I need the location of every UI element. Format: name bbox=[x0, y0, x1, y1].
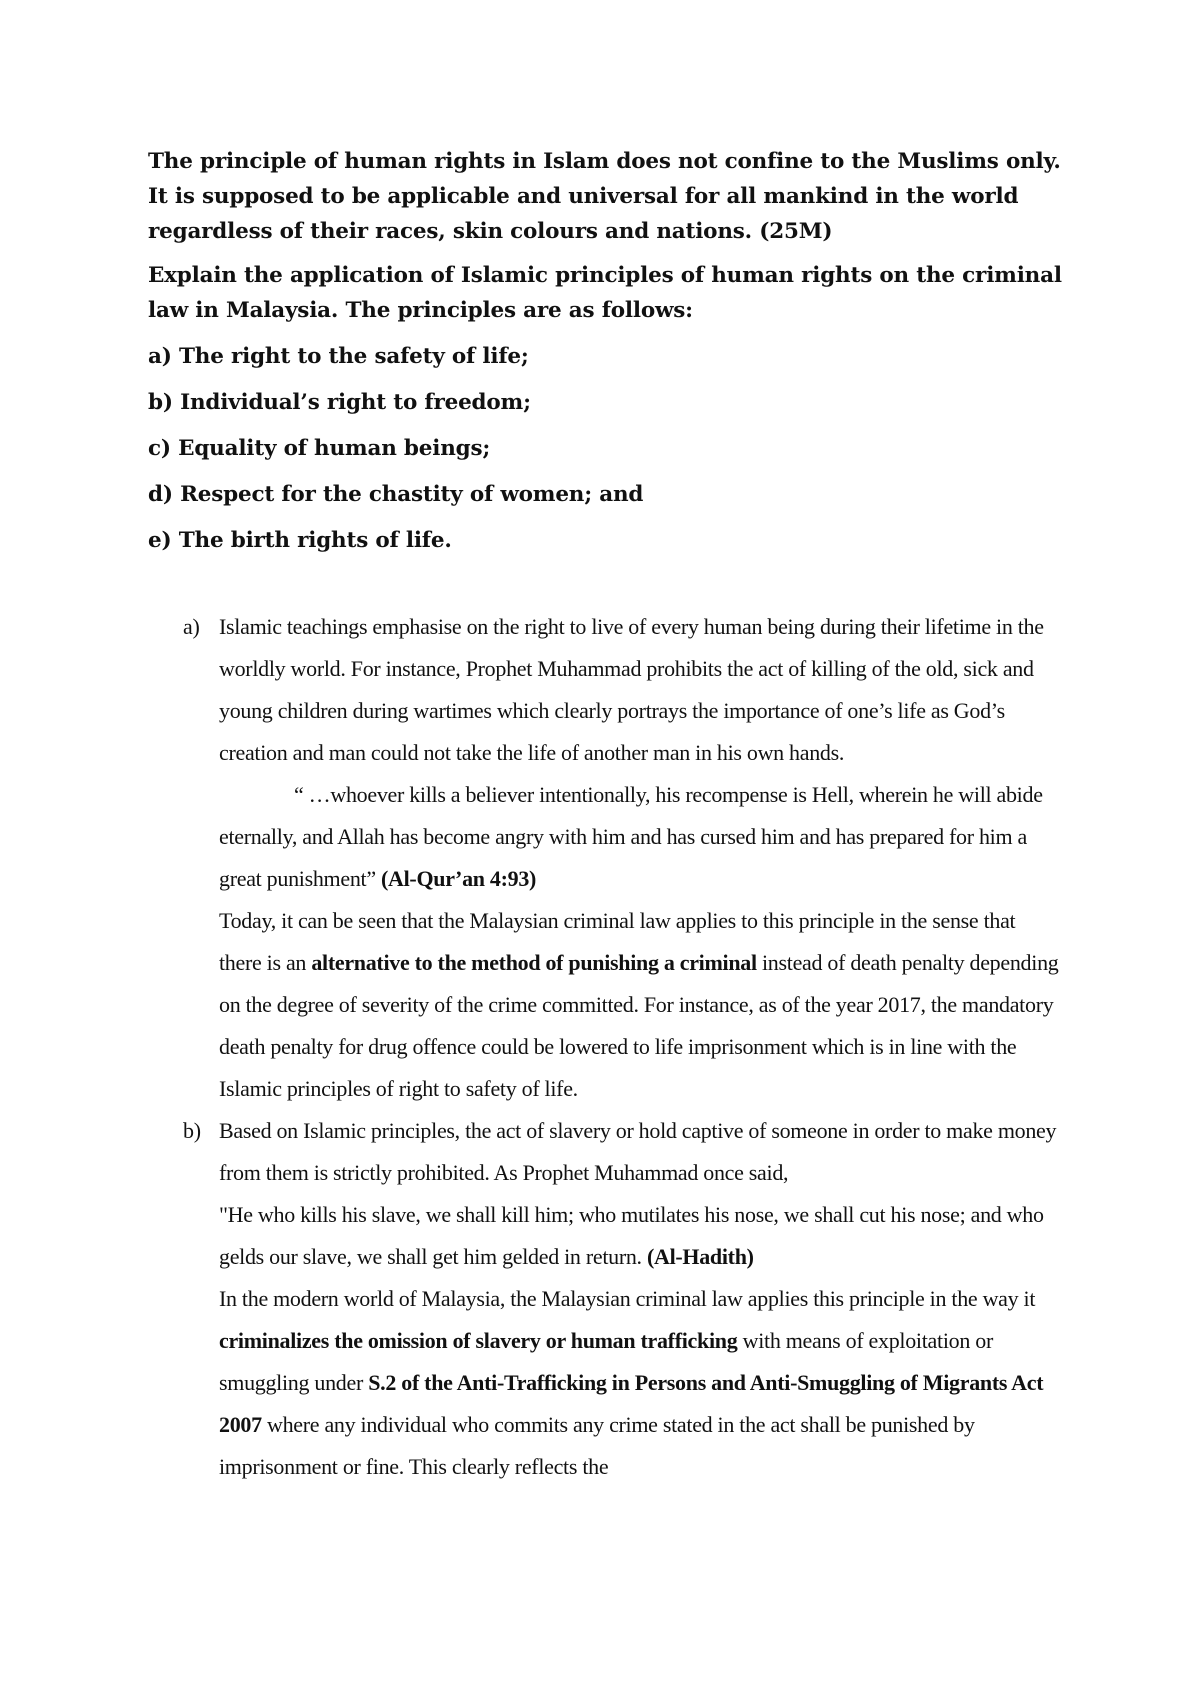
answer-marker: b) bbox=[183, 1118, 201, 1143]
hadith-citation: (Al-Hadith) bbox=[646, 1244, 754, 1269]
answer-a-quote bbox=[219, 774, 1063, 900]
answer-b-quote bbox=[219, 1194, 1063, 1278]
principle-item: e) The birth rights of life. bbox=[148, 528, 452, 553]
application-emphasis: alternative to the method of punishing a criminal bbox=[311, 950, 757, 975]
principle-item: d) Respect for the chastity of women; and bbox=[148, 482, 644, 507]
statute-reference: S.2 of the Anti-Trafficking in Persons and Anti-Smuggling of Migrants Act 2007 bbox=[219, 1370, 1044, 1437]
principle-item: a) The right to the safety of life; bbox=[148, 344, 529, 369]
question-instruction: Explain the application of Islamic principles of human rights on the criminal law in Malaysia. The principles are as follows: bbox=[148, 263, 1062, 323]
question-statement: The principle of human rights in Islam does not confine to the Muslims only. It is supposed to be applicable and universal for all mankind in the world regardless of their races, skin colours and nations. (25M) bbox=[148, 149, 1061, 244]
application-middle: with means of exploitation or smuggling under bbox=[219, 1328, 993, 1395]
application-rest: instead of death penalty depending on the degree of severity of the crime committed. For instance, as of the year 2017, the mandatory death penalty for drug offence could be lowered to life imprisonment which is in line with the Islamic principles of right to safety of life. bbox=[219, 950, 1059, 1101]
question-block bbox=[148, 144, 1068, 558]
application-rest: where any individual who commits any crime stated in the act shall be punished by imprisonment or fine. This clearly reflects the bbox=[219, 1412, 975, 1479]
quran-quote-text: “ …whoever kills a believer intentionally, his recompense is Hell, wherein he will abide eternally, and Allah has become angry with him and has cursed him and has prepared for him a great punishment” bbox=[219, 782, 1043, 891]
answer-marker: a) bbox=[183, 614, 200, 639]
answer-list bbox=[183, 606, 1063, 1488]
answer-b-explanation: Based on Islamic principles, the act of slavery or hold captive of someone in order to make money from them is strictly prohibited. As Prophet Muhammad once said, bbox=[219, 1118, 1057, 1185]
application-intro: In the modern world of Malaysia, the Malaysian criminal law applies this principle in the way it bbox=[219, 1286, 1036, 1311]
application-intro: Today, it can be seen that the Malaysian criminal law applies to this principle in the sense that there is an bbox=[219, 908, 1016, 975]
hadith-quote-text: "He who kills his slave, we shall kill him; who mutilates his nose, we shall cut his nose; and who gelds our slave, we shall get him gelded in return. bbox=[219, 1202, 1044, 1269]
answer-b-application bbox=[219, 1278, 1063, 1488]
answer-a bbox=[183, 606, 1063, 1110]
principle-item: c) Equality of human beings; bbox=[148, 436, 491, 461]
answer-a-application bbox=[219, 900, 1063, 1110]
answer-b bbox=[183, 1110, 1063, 1488]
quran-citation: (Al-Qur’an 4:93) bbox=[381, 866, 537, 891]
principle-item: b) Individual’s right to freedom; bbox=[148, 390, 531, 415]
application-emphasis: criminalizes the omission of slavery or human trafficking bbox=[219, 1328, 738, 1353]
answer-a-explanation: Islamic teachings emphasise on the right to live of every human being during their lifetime in the worldly world. For instance, Prophet Muhammad prohibits the act of killing of the old, sick and young children during wartimes which clearly portrays the importance of one’s life as God’s creation and man could not take the life of another man in his own hands. bbox=[219, 614, 1044, 765]
